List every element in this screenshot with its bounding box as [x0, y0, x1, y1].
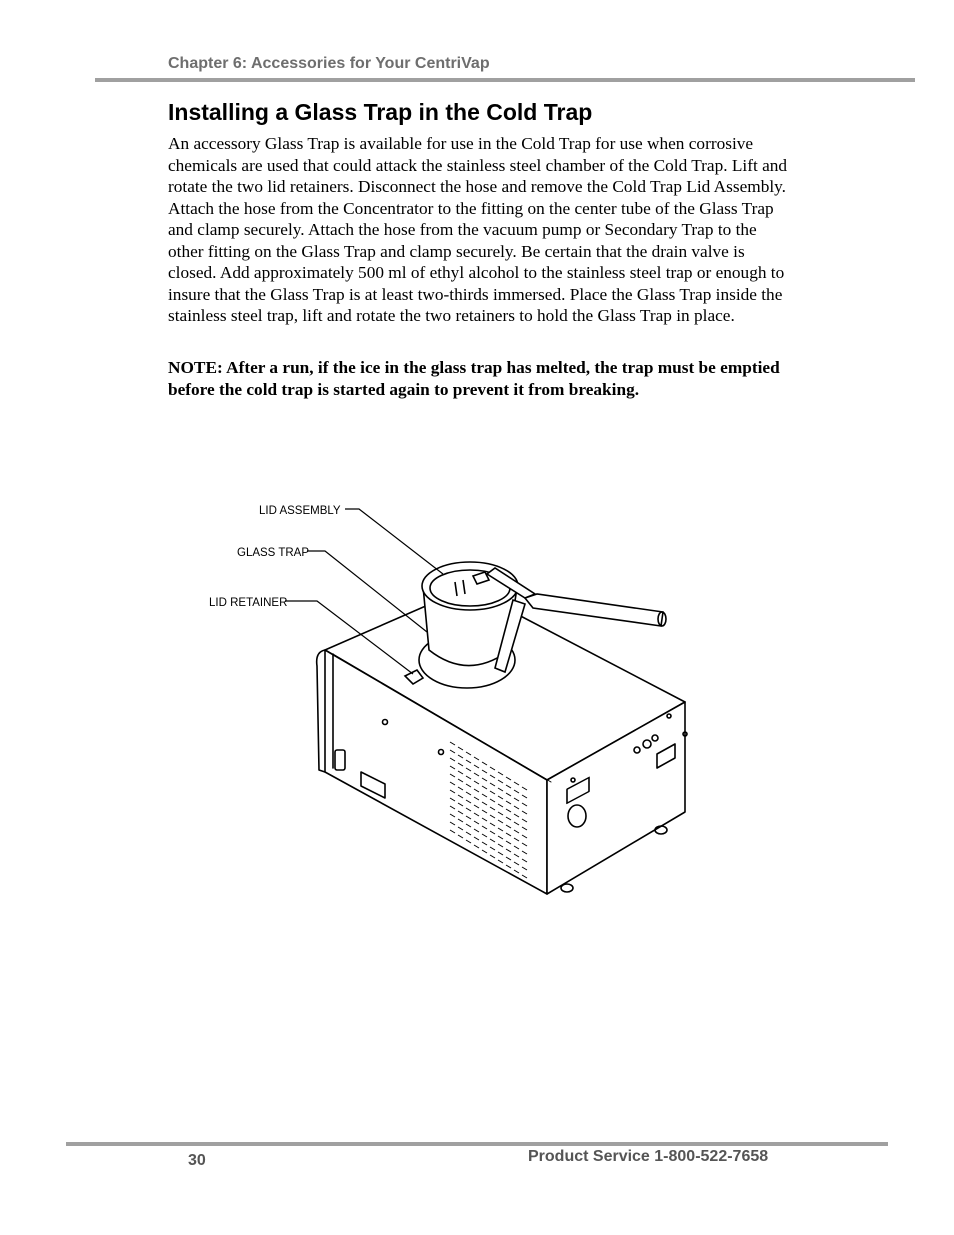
page-number: 30	[188, 1152, 206, 1169]
section-title: Installing a Glass Trap in the Cold Trap	[168, 99, 593, 125]
front-panel	[317, 650, 325, 772]
cold-trap-drawing	[195, 490, 705, 910]
leader-lid-assembly	[345, 509, 443, 574]
note-paragraph: NOTE: After a run, if the ice in the glass trap has melted, the trap must be emptied before the cold trap is started again to prevent it from breaking.	[168, 358, 780, 399]
footer-rule	[66, 1142, 888, 1146]
chapter-header: Chapter 6: Accessories for Your CentriVap	[168, 55, 490, 72]
cold-trap-illustration	[195, 490, 705, 910]
label-lid-assembly: LID ASSEMBLY	[259, 505, 341, 517]
label-glass-trap: GLASS TRAP	[237, 547, 310, 559]
header-rule	[95, 78, 915, 82]
label-lid-retainer: LID RETAINER	[209, 597, 288, 609]
product-service-phone: Product Service 1-800-522-7658	[528, 1148, 769, 1165]
body-paragraph: An accessory Glass Trap is available for use in the Cold Trap for use when corrosive chemicals are used that could attack the stainless steel chamber of the Cold Trap. Lift and rotate the two lid retainers. Disconnect the hose and remove the Cold Trap Lid Assembly. Attach the hose from the Concentrator to the fitting on the center tube of the Glass Trap and clamp securely. Attach the hose from the vacuum pump or Secondary Trap to the other fitting on the Glass Trap and clamp securely. Be certain that the drain valve is closed. Add approximately 500 ml of ethyl alcohol to the stainless steel trap or enough to insure that the Glass Trap is at least two-thirds immersed. Place the Glass Trap inside the stainless steel trap, lift and rotate the two retainers to hold the Glass Trap in place.	[168, 134, 788, 325]
